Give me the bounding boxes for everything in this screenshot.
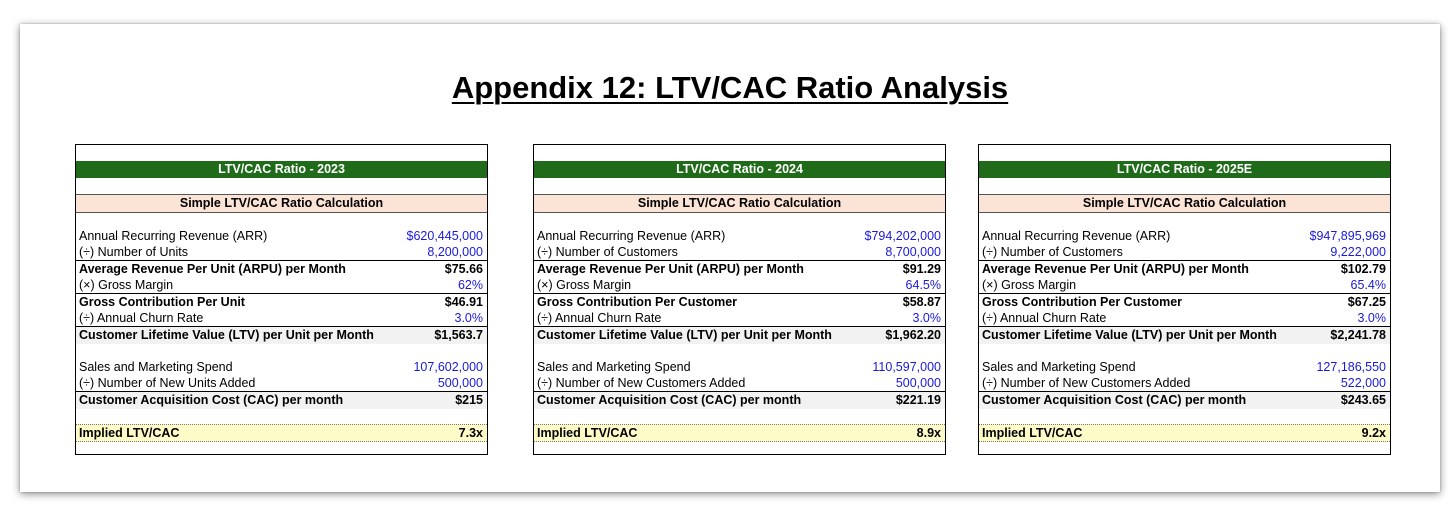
ltv-value: $1,563.7 — [434, 328, 483, 342]
margin-value: 62% — [457, 278, 483, 292]
new-value: 522,000 — [1340, 376, 1386, 390]
new-row — [76, 375, 487, 391]
new-value: 500,000 — [437, 376, 483, 390]
ltv-row — [76, 326, 487, 344]
contrib-value: $67.25 — [1347, 295, 1386, 309]
sm-label: Sales and Marketing Spend — [79, 360, 233, 374]
contrib-label: Gross Contribution Per Customer — [982, 295, 1183, 309]
ltv-row — [534, 326, 945, 344]
arpu-value: $75.66 — [444, 262, 483, 276]
page-title: Appendix 12: LTV/CAC Ratio Analysis — [451, 70, 1009, 105]
cac-value: $243.65 — [1340, 393, 1386, 407]
arr-row — [534, 228, 945, 244]
panel-subheader: Simple LTV/CAC Ratio Calculation — [76, 194, 487, 213]
sm-value: 127,186,550 — [1316, 360, 1386, 374]
slide — [20, 24, 1440, 492]
panel-header: LTV/CAC Ratio - 2024 — [534, 161, 945, 178]
arr-label: Annual Recurring Revenue (ARR) — [982, 229, 1171, 243]
units-value: 9,222,000 — [1330, 245, 1386, 259]
sm-value: 107,602,000 — [413, 360, 483, 374]
churn-row — [534, 310, 945, 326]
new-label: (÷) Number of New Units Added — [79, 376, 256, 390]
new-row — [534, 375, 945, 391]
units-row — [76, 244, 487, 260]
arpu-value: $91.29 — [902, 262, 941, 276]
sm-row — [979, 359, 1390, 375]
new-label: (÷) Number of New Customers Added — [982, 376, 1191, 390]
sm-label: Sales and Marketing Spend — [982, 360, 1136, 374]
churn-row — [76, 310, 487, 326]
ltv-cac-panel-2024 — [533, 144, 946, 455]
ltv-cac-panel-2025e — [978, 144, 1391, 455]
panel-header: LTV/CAC Ratio - 2025E — [979, 161, 1390, 178]
churn-row — [979, 310, 1390, 326]
arpu-label: Average Revenue Per Unit (ARPU) per Month — [79, 262, 346, 276]
cac-value: $221.19 — [895, 393, 941, 407]
margin-row — [76, 277, 487, 293]
sm-row — [76, 359, 487, 375]
contrib-value: $58.87 — [902, 295, 941, 309]
units-label: (÷) Number of Customers — [982, 245, 1123, 259]
margin-label: (×) Gross Margin — [79, 278, 174, 292]
implied-label: Implied LTV/CAC — [537, 426, 638, 440]
churn-value: 3.0% — [912, 311, 941, 325]
implied-row — [534, 424, 945, 442]
cac-row — [534, 391, 945, 409]
implied-label: Implied LTV/CAC — [79, 426, 180, 440]
ltv-label: Customer Lifetime Value (LTV) per Unit per Month — [79, 328, 374, 342]
arpu-row — [979, 260, 1390, 276]
arpu-label: Average Revenue Per Unit (ARPU) per Month — [982, 262, 1249, 276]
sm-row — [534, 359, 945, 375]
margin-row — [534, 277, 945, 293]
new-label: (÷) Number of New Customers Added — [537, 376, 746, 390]
ltv-cac-panel-2023 — [75, 144, 488, 455]
implied-row — [979, 424, 1390, 442]
panel-header: LTV/CAC Ratio - 2023 — [76, 161, 487, 178]
units-value: 8,200,000 — [427, 245, 483, 259]
implied-value: 7.3x — [458, 426, 483, 440]
implied-row — [76, 424, 487, 442]
ltv-label: Customer Lifetime Value (LTV) per Unit per Month — [982, 328, 1277, 342]
churn-value: 3.0% — [1357, 311, 1386, 325]
panel-subheader: Simple LTV/CAC Ratio Calculation — [979, 194, 1390, 213]
ltv-row — [979, 326, 1390, 344]
cac-row — [76, 391, 487, 409]
margin-label: (×) Gross Margin — [982, 278, 1077, 292]
arr-row — [979, 228, 1390, 244]
units-row — [979, 244, 1390, 260]
implied-value: 8.9x — [916, 426, 941, 440]
churn-value: 3.0% — [454, 311, 483, 325]
new-row — [979, 375, 1390, 391]
arr-value: $794,202,000 — [864, 229, 941, 243]
margin-row — [979, 277, 1390, 293]
arr-value: $947,895,969 — [1309, 229, 1386, 243]
arr-label: Annual Recurring Revenue (ARR) — [79, 229, 268, 243]
margin-label: (×) Gross Margin — [537, 278, 632, 292]
churn-label: (÷) Annual Churn Rate — [982, 311, 1107, 325]
churn-label: (÷) Annual Churn Rate — [537, 311, 662, 325]
implied-value: 9.2x — [1361, 426, 1386, 440]
units-value: 8,700,000 — [885, 245, 941, 259]
contrib-row — [534, 293, 945, 309]
sm-value: 110,597,000 — [872, 360, 941, 374]
ltv-value: $1,962.20 — [885, 328, 941, 342]
contrib-row — [76, 293, 487, 309]
contrib-row — [979, 293, 1390, 309]
cac-label: Customer Acquisition Cost (CAC) per month — [982, 393, 1247, 407]
cac-label: Customer Acquisition Cost (CAC) per month — [537, 393, 802, 407]
churn-label: (÷) Annual Churn Rate — [79, 311, 204, 325]
ltv-label: Customer Lifetime Value (LTV) per Unit per Month — [537, 328, 832, 342]
arpu-value: $102.79 — [1340, 262, 1386, 276]
arpu-row — [534, 260, 945, 276]
contrib-label: Gross Contribution Per Customer — [537, 295, 738, 309]
arr-row — [76, 228, 487, 244]
arpu-label: Average Revenue Per Unit (ARPU) per Month — [537, 262, 804, 276]
arr-label: Annual Recurring Revenue (ARR) — [537, 229, 726, 243]
contrib-label: Gross Contribution Per Unit — [79, 295, 245, 309]
margin-value: 64.5% — [905, 278, 941, 292]
sm-label: Sales and Marketing Spend — [537, 360, 691, 374]
panel-subheader: Simple LTV/CAC Ratio Calculation — [534, 194, 945, 213]
cac-value: $215 — [455, 393, 483, 407]
contrib-value: $46.91 — [444, 295, 483, 309]
arpu-row — [76, 260, 487, 276]
units-row — [534, 244, 945, 260]
cac-label: Customer Acquisition Cost (CAC) per month — [79, 393, 344, 407]
ltv-value: $2,241.78 — [1330, 328, 1386, 342]
implied-label: Implied LTV/CAC — [982, 426, 1083, 440]
units-label: (÷) Number of Customers — [537, 245, 678, 259]
units-label: (÷) Number of Units — [79, 245, 188, 259]
arr-value: $620,445,000 — [406, 229, 483, 243]
new-value: 500,000 — [895, 376, 941, 390]
cac-row — [979, 391, 1390, 409]
margin-value: 65.4% — [1350, 278, 1386, 292]
